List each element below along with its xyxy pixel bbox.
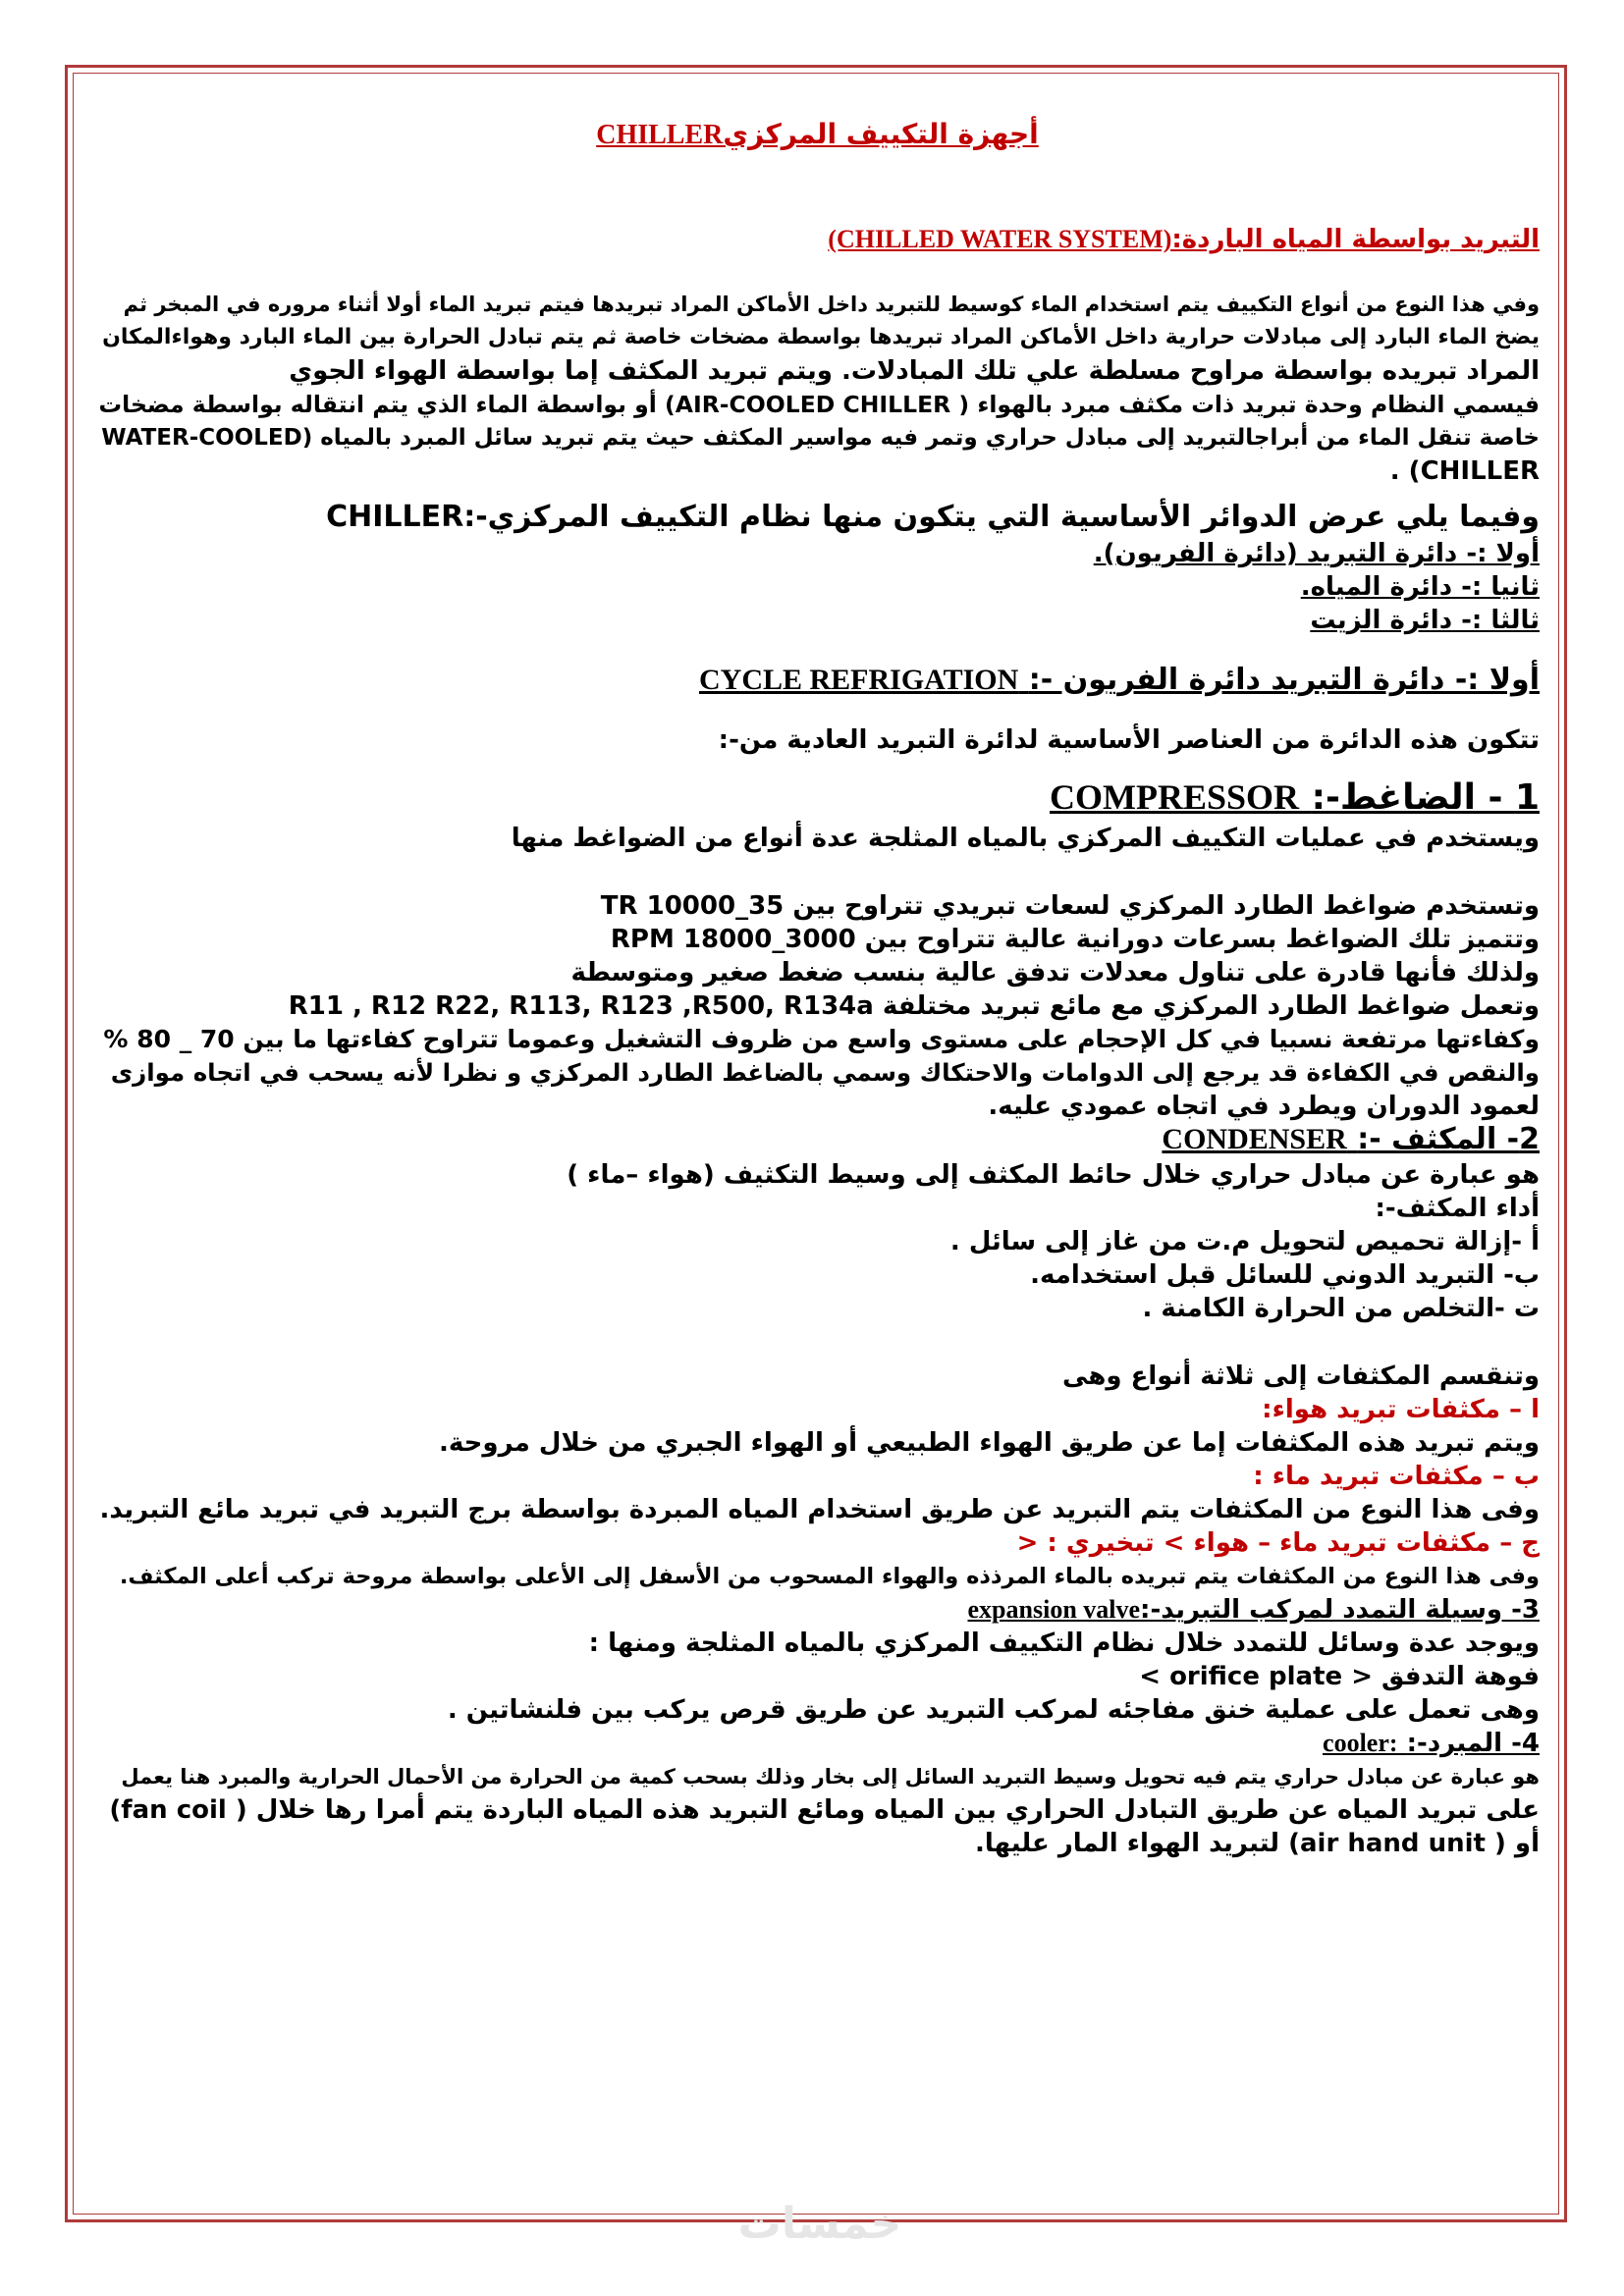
intro-line: وفي هذا النوع من أنواع التكييف يتم استخدام الماء كوسيط للتبريد داخل الأماكن المراد تبريدها فيتم تبريد الماء أولا أثناء مروره في المبخر ثم [123, 293, 1540, 316]
compressor-line: وتتميز تلك الضواغط بسرعات دورانية عالية تتراوح بين 3000_18000 RPM [610, 925, 1540, 954]
intro-line: فيسمي النظام وحدة تبريد ذات مكثف مبرد بالهواء ( AIR-COOLED CHILLER) أو بواسطة الماء الذي يتم انتقاله بواسطة مضخات [98, 391, 1540, 418]
expansion-heading: 3- وسيلة التمدد لمركب التبريد-:expansion valve [967, 1595, 1540, 1625]
condenser-type-text: ويتم تبريد هذه المكثفات إما عن طريق الهواء الطبيعي أو الهواء الجبري من خلال مروحة. [439, 1428, 1540, 1458]
cooler-line: أو ( air hand unit) لتبريد الهواء المار عليها. [975, 1829, 1540, 1858]
cooler-heading: 4- المبرد-: cooler: [1323, 1729, 1540, 1758]
condenser-type-heading: ا – مكثفات تبريد هواء: [1262, 1395, 1540, 1424]
compressor-line: وكفاءتها مرتفعة نسبيا في كل الإحجام على مستوى واسع من ظروف التشغيل وعموما تتراوح كفاءتها ما بين 70 _ 80 % [103, 1025, 1540, 1053]
page-title: أجهزة التكييف المركزيCHILLER [596, 118, 1039, 150]
cooler-line: هو عبارة عن مبادل حراري يتم فيه تحويل وسيط التبريد السائل إلى بخار وذلك بسحب كمية من الحرارة من الأحمال الحرارية والمبرد هنا يعمل [121, 1765, 1540, 1789]
expansion-line: وهى تعمل على عملية خنق مفاجئه لمركب التبريد عن طريق قرص يركب بين فلنشاتين . [447, 1695, 1540, 1725]
circuit-item: ثالثا :- دائرة الزيت [1310, 606, 1540, 635]
intro-line: خاصة تنقل الماء من أبراجالتبريد إلى مبادل حراري وتمر فيه مواسير المكثف حيث يتم تبريد سائل المبرد بالمياه (WATER-COOLED [101, 425, 1540, 451]
section-heading: التبريد بواسطة المياه الباردة:(CHILLED WATER SYSTEM) [828, 225, 1540, 254]
condenser-line: ت -التخلص من الحرارة الكامنة . [1142, 1294, 1540, 1323]
elements-intro: تتكون هذه الدائرة من العناصر الأساسية لدائرة التبريد العادية من-: [718, 725, 1540, 755]
condenser-types-intro: وتنقسم المكثفات إلى ثلاثة أنواع وهى [1062, 1362, 1540, 1391]
cooler-line: على تبريد المياه عن طريق التبادل الحراري بين المياه ومائع التبريد هذه المياه الباردة يتم أمرا رها خلال ( fan coil) [109, 1795, 1540, 1825]
condenser-type-text: وفى هذا النوع من المكثفات يتم تبريده بالماء المرذذه والهواء المسحوب من الأسفل إلى الأعلى بواسطة مروحة تركب أعلى المكثف. [119, 1564, 1540, 1589]
condenser-line: هو عبارة عن مبادل حراري خلال حائط المكثف إلى وسيط التكثيف (هواء –ماء ) [567, 1160, 1540, 1190]
compressor-line: ولذلك فأنها قادرة على تناول معدلات تدفق عالية بنسب ضغط صغير ومتوسطة [570, 958, 1540, 988]
compressor-line: وتستخدم ضواغط الطارد المركزي لسعات تبريدي تتراوح بين 35_10000 TR [600, 891, 1540, 921]
expansion-line: ويوجد عدة وسائل للتمدد خلال نظام التكييف المركزي بالمياه المثلجة ومنها : [588, 1629, 1540, 1658]
circuits-intro: وفيما يلي عرض الدوائر الأساسية التي يتكون منها نظام التكييف المركزي-:CHILLER [326, 500, 1540, 534]
compressor-heading: 1 - الضاغط-: COMPRESSOR [1050, 777, 1540, 818]
compressor-line: لعمود الدوران ويطرد في اتجاه عمودي عليه. [988, 1092, 1540, 1121]
intro-line: المراد تبريده بواسطة مراوح مسلطة علي تلك المبادلات. ويتم تبريد المكثف إما بواسطة الهواء الجوي [289, 356, 1540, 386]
condenser-line: أداء المكثف-: [1375, 1194, 1540, 1223]
circuit-item: أولا :- دائرة التبريد (دائرة الفريون). [1093, 539, 1540, 568]
condenser-line: ب- التبريد الدوني للسائل قبل استخدامه. [1030, 1260, 1540, 1290]
intro-line: CHILLER) . [1389, 456, 1540, 486]
compressor-line: ويستخدم في عمليات التكييف المركزي بالمياه المثلجة عدة أنواع من الضواغط منها [511, 824, 1540, 853]
document-page [83, 98, 1551, 2179]
compressor-line: والنقص في الكفاءة قد يرجع إلى الدوامات والاحتكاك وسمي بالضاغط الطارد المركزي و نظرا لأنه يسحب في اتجاه موازى [110, 1058, 1540, 1087]
condenser-heading: 2- المكثف -: CONDENSER [1162, 1122, 1540, 1156]
circuit-item: ثانيا :- دائرة المياه. [1300, 572, 1540, 602]
expansion-line: فوهة التدفق < orifice plate > [1139, 1662, 1540, 1691]
watermark-logo: خمسات [737, 2199, 902, 2249]
intro-line: يضخ الماء البارد إلى مبادلات حرارية داخل الأماكن المراد تبريدها بواسطة مضخات خاصة ثم يتم تبادل الحرارة بين الماء البارد وهواءالمكان [102, 325, 1540, 349]
condenser-type-heading: ب – مكثفات تبريد ماء : [1253, 1462, 1540, 1491]
condenser-line: أ -إزالة تحميص لتحويل م.ت من غاز إلى سائل . [949, 1227, 1540, 1256]
cycle-heading: أولا :- دائرة التبريد دائرة الفريون -: CYCLE REFRIGATION [698, 663, 1540, 697]
compressor-line: وتعمل ضواغط الطارد المركزي مع مائع تبريد مختلفة R11 , R12 R22, R113, R123 ,R500, R134a [288, 991, 1540, 1021]
condenser-type-text: وفى هذا النوع من المكثفات يتم التبريد عن طريق استخدام المياه المبردة بواسطة برج التبريد في تبريد مائع التبريد. [99, 1495, 1540, 1524]
condenser-type-heading: ج – مكثفات تبريد ماء – هواء > تبخيري : < [1016, 1528, 1540, 1558]
